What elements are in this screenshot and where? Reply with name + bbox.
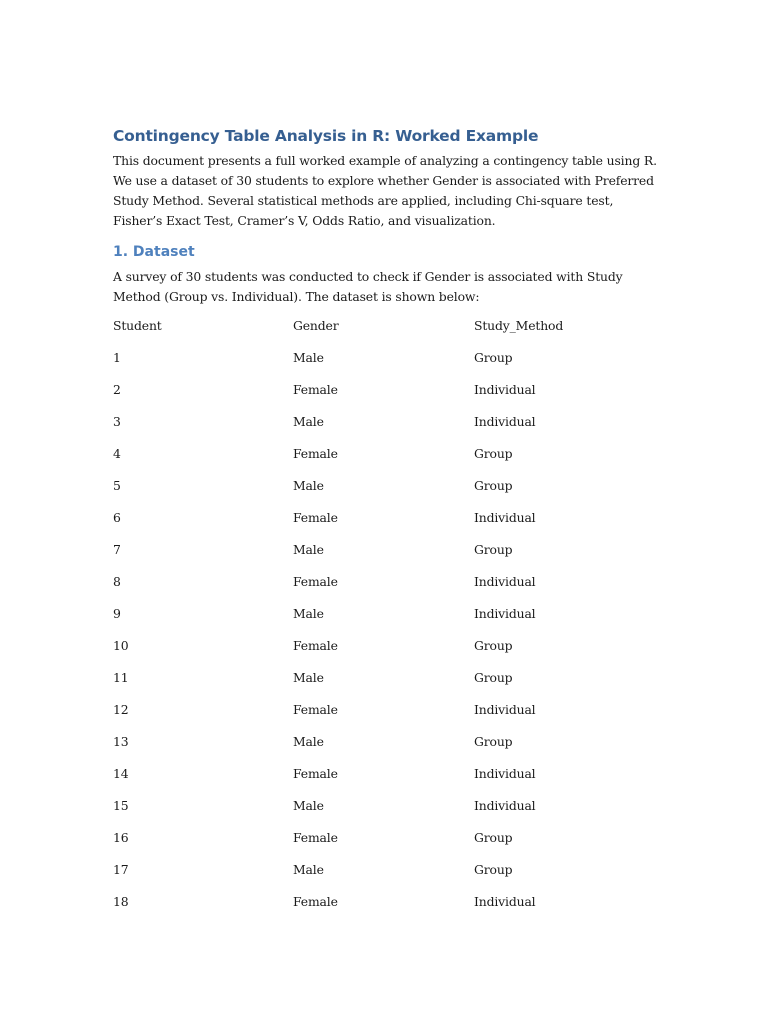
cell-study-method: Individual — [474, 510, 536, 525]
cell-gender: Male — [293, 350, 324, 365]
cell-study-method: Individual — [474, 414, 536, 429]
cell-gender: Female — [293, 702, 338, 717]
cell-student: 12 — [113, 702, 129, 717]
dataset-table — [113, 318, 658, 926]
table-header-row — [113, 318, 658, 350]
table-row — [113, 606, 658, 638]
cell-student: 9 — [113, 606, 121, 621]
cell-student: 1 — [113, 350, 121, 365]
table-row — [113, 638, 658, 670]
table-row — [113, 702, 658, 734]
header-study-method: Study_Method — [474, 318, 564, 333]
cell-student: 15 — [113, 798, 129, 813]
table-row — [113, 350, 658, 382]
cell-gender: Female — [293, 510, 338, 525]
cell-student: 7 — [113, 542, 121, 557]
cell-study-method: Individual — [474, 798, 536, 813]
cell-student: 5 — [113, 478, 121, 493]
cell-study-method: Individual — [474, 574, 536, 589]
table-row — [113, 894, 658, 926]
table-row — [113, 574, 658, 606]
table-row — [113, 798, 658, 830]
cell-gender: Male — [293, 414, 324, 429]
cell-study-method: Individual — [474, 606, 536, 621]
cell-study-method: Group — [474, 638, 513, 653]
cell-gender: Female — [293, 638, 338, 653]
cell-study-method: Group — [474, 478, 513, 493]
cell-student: 4 — [113, 446, 121, 461]
cell-student: 2 — [113, 382, 121, 397]
cell-study-method: Group — [474, 542, 513, 557]
cell-gender: Male — [293, 542, 324, 557]
cell-study-method: Group — [474, 862, 513, 877]
cell-study-method: Group — [474, 670, 513, 685]
cell-student: 11 — [113, 670, 129, 685]
cell-student: 17 — [113, 862, 129, 877]
table-row — [113, 382, 658, 414]
intro-paragraph: This document presents a full worked example of analyzing a contingency table using R. We use a dataset of 30 students to explore whether Gender is associated with Preferred Study Method. Several statistical methods are applied, including Chi-square test, Fisher’s Exact Test, Cramer’s V, Odds Ratio, and visualization. — [113, 153, 657, 228]
cell-gender: Male — [293, 798, 324, 813]
document-title: Contingency Table Analysis in R: Worked Example — [113, 127, 539, 145]
table-row — [113, 446, 658, 478]
table-row — [113, 766, 658, 798]
cell-study-method: Individual — [474, 382, 536, 397]
section-heading-dataset: 1. Dataset — [113, 244, 195, 260]
table-row — [113, 478, 658, 510]
cell-student: 14 — [113, 766, 129, 781]
header-gender: Gender — [293, 318, 339, 333]
cell-student: 6 — [113, 510, 121, 525]
cell-gender: Male — [293, 478, 324, 493]
table-row — [113, 510, 658, 542]
cell-study-method: Group — [474, 446, 513, 461]
table-row — [113, 414, 658, 446]
table-row — [113, 734, 658, 766]
cell-student: 16 — [113, 830, 129, 845]
document-page — [113, 125, 658, 926]
cell-study-method: Individual — [474, 766, 536, 781]
cell-student: 8 — [113, 574, 121, 589]
cell-study-method: Group — [474, 350, 513, 365]
cell-student: 3 — [113, 414, 121, 429]
cell-gender: Male — [293, 670, 324, 685]
cell-gender: Female — [293, 382, 338, 397]
cell-student: 10 — [113, 638, 129, 653]
cell-gender: Female — [293, 574, 338, 589]
cell-student: 13 — [113, 734, 129, 749]
header-student: Student — [113, 318, 162, 333]
cell-gender: Female — [293, 446, 338, 461]
table-row — [113, 830, 658, 862]
table-row — [113, 670, 658, 702]
table-row — [113, 862, 658, 894]
table-row — [113, 542, 658, 574]
cell-study-method: Group — [474, 734, 513, 749]
cell-gender: Female — [293, 766, 338, 781]
cell-study-method: Individual — [474, 702, 536, 717]
cell-gender: Female — [293, 894, 338, 909]
cell-gender: Female — [293, 830, 338, 845]
cell-student: 18 — [113, 894, 129, 909]
dataset-description: A survey of 30 students was conducted to check if Gender is associated with Study Method (Group vs. Individual). The dataset is shown below: — [113, 269, 623, 304]
cell-study-method: Group — [474, 830, 513, 845]
cell-study-method: Individual — [474, 894, 536, 909]
cell-gender: Male — [293, 862, 324, 877]
cell-gender: Male — [293, 734, 324, 749]
cell-gender: Male — [293, 606, 324, 621]
